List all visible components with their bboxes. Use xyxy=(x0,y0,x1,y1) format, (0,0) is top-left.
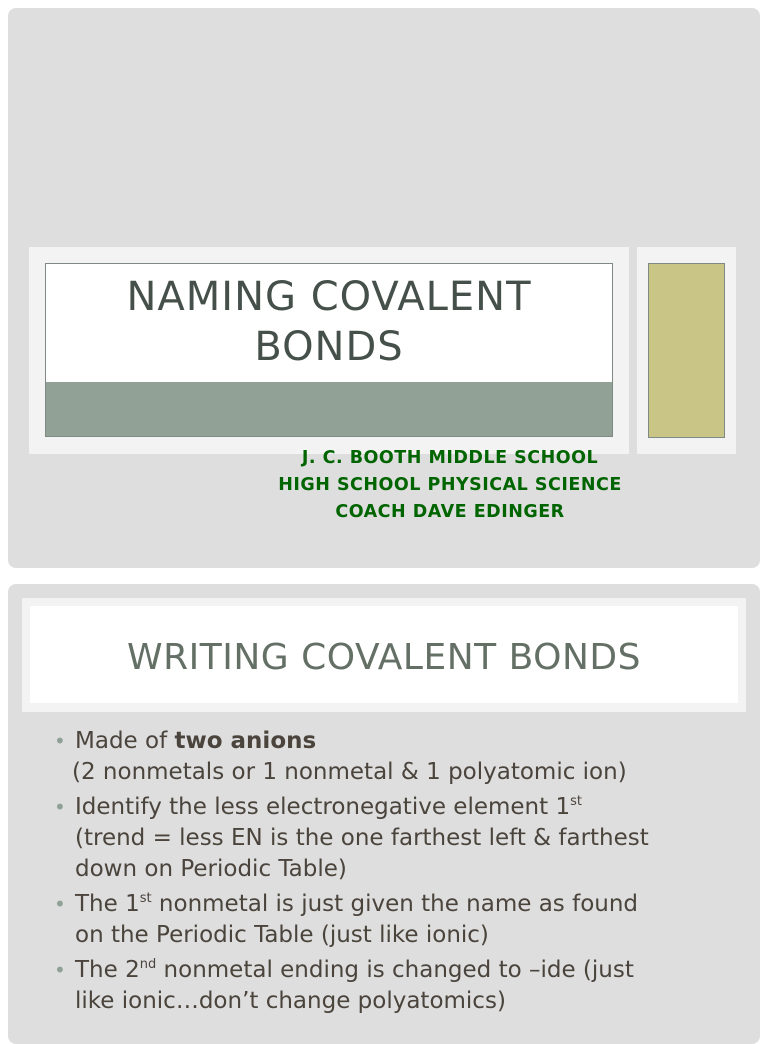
slide-heading: WRITING COVALENT BONDS xyxy=(127,637,641,678)
bullet-list xyxy=(54,726,734,1021)
title-slide xyxy=(8,8,760,568)
subtitle-course: HIGH SCHOOL PHYSICAL SCIENCE xyxy=(278,475,622,495)
bullet-item: • The 2nd nonmetal ending is changed to –ide (just like ionic…don’t change polyatomics) xyxy=(54,957,634,1014)
title-box xyxy=(45,263,613,437)
title-line-2: BONDS xyxy=(254,324,404,370)
content-slide xyxy=(8,584,760,1044)
slide-heading-box xyxy=(30,606,738,703)
subtitle xyxy=(250,445,650,526)
slide-title xyxy=(46,272,612,372)
bullet-dot-icon: • xyxy=(54,795,66,819)
subtitle-author: COACH DAVE EDINGER xyxy=(335,502,565,522)
bullet-item: • Made of two anions (2 nonmetals or 1 nonmetal & 1 polyatomic ion) xyxy=(54,728,627,785)
slide-heading-frame xyxy=(22,598,746,712)
title-frame xyxy=(29,247,629,454)
title-line-1: NAMING COVALENT xyxy=(126,274,532,320)
accent-frame xyxy=(637,247,736,454)
bullet-dot-icon: • xyxy=(54,729,66,753)
bullet-item: • The 1st nonmetal is just given the name as found on the Periodic Table (just like ionic) xyxy=(54,891,639,948)
title-accent-band xyxy=(46,382,612,436)
bullet-item: • Identify the less electronegative element 1st (trend = less EN is the one farthest left & farthest down on Periodic Table) xyxy=(54,794,649,882)
bold-text: two anions xyxy=(174,728,317,754)
bullet-dot-icon: • xyxy=(54,892,66,916)
bullet-dot-icon: • xyxy=(54,958,66,982)
subtitle-school: J. C. BOOTH MIDDLE SCHOOL xyxy=(301,448,599,468)
accent-box xyxy=(648,263,725,438)
